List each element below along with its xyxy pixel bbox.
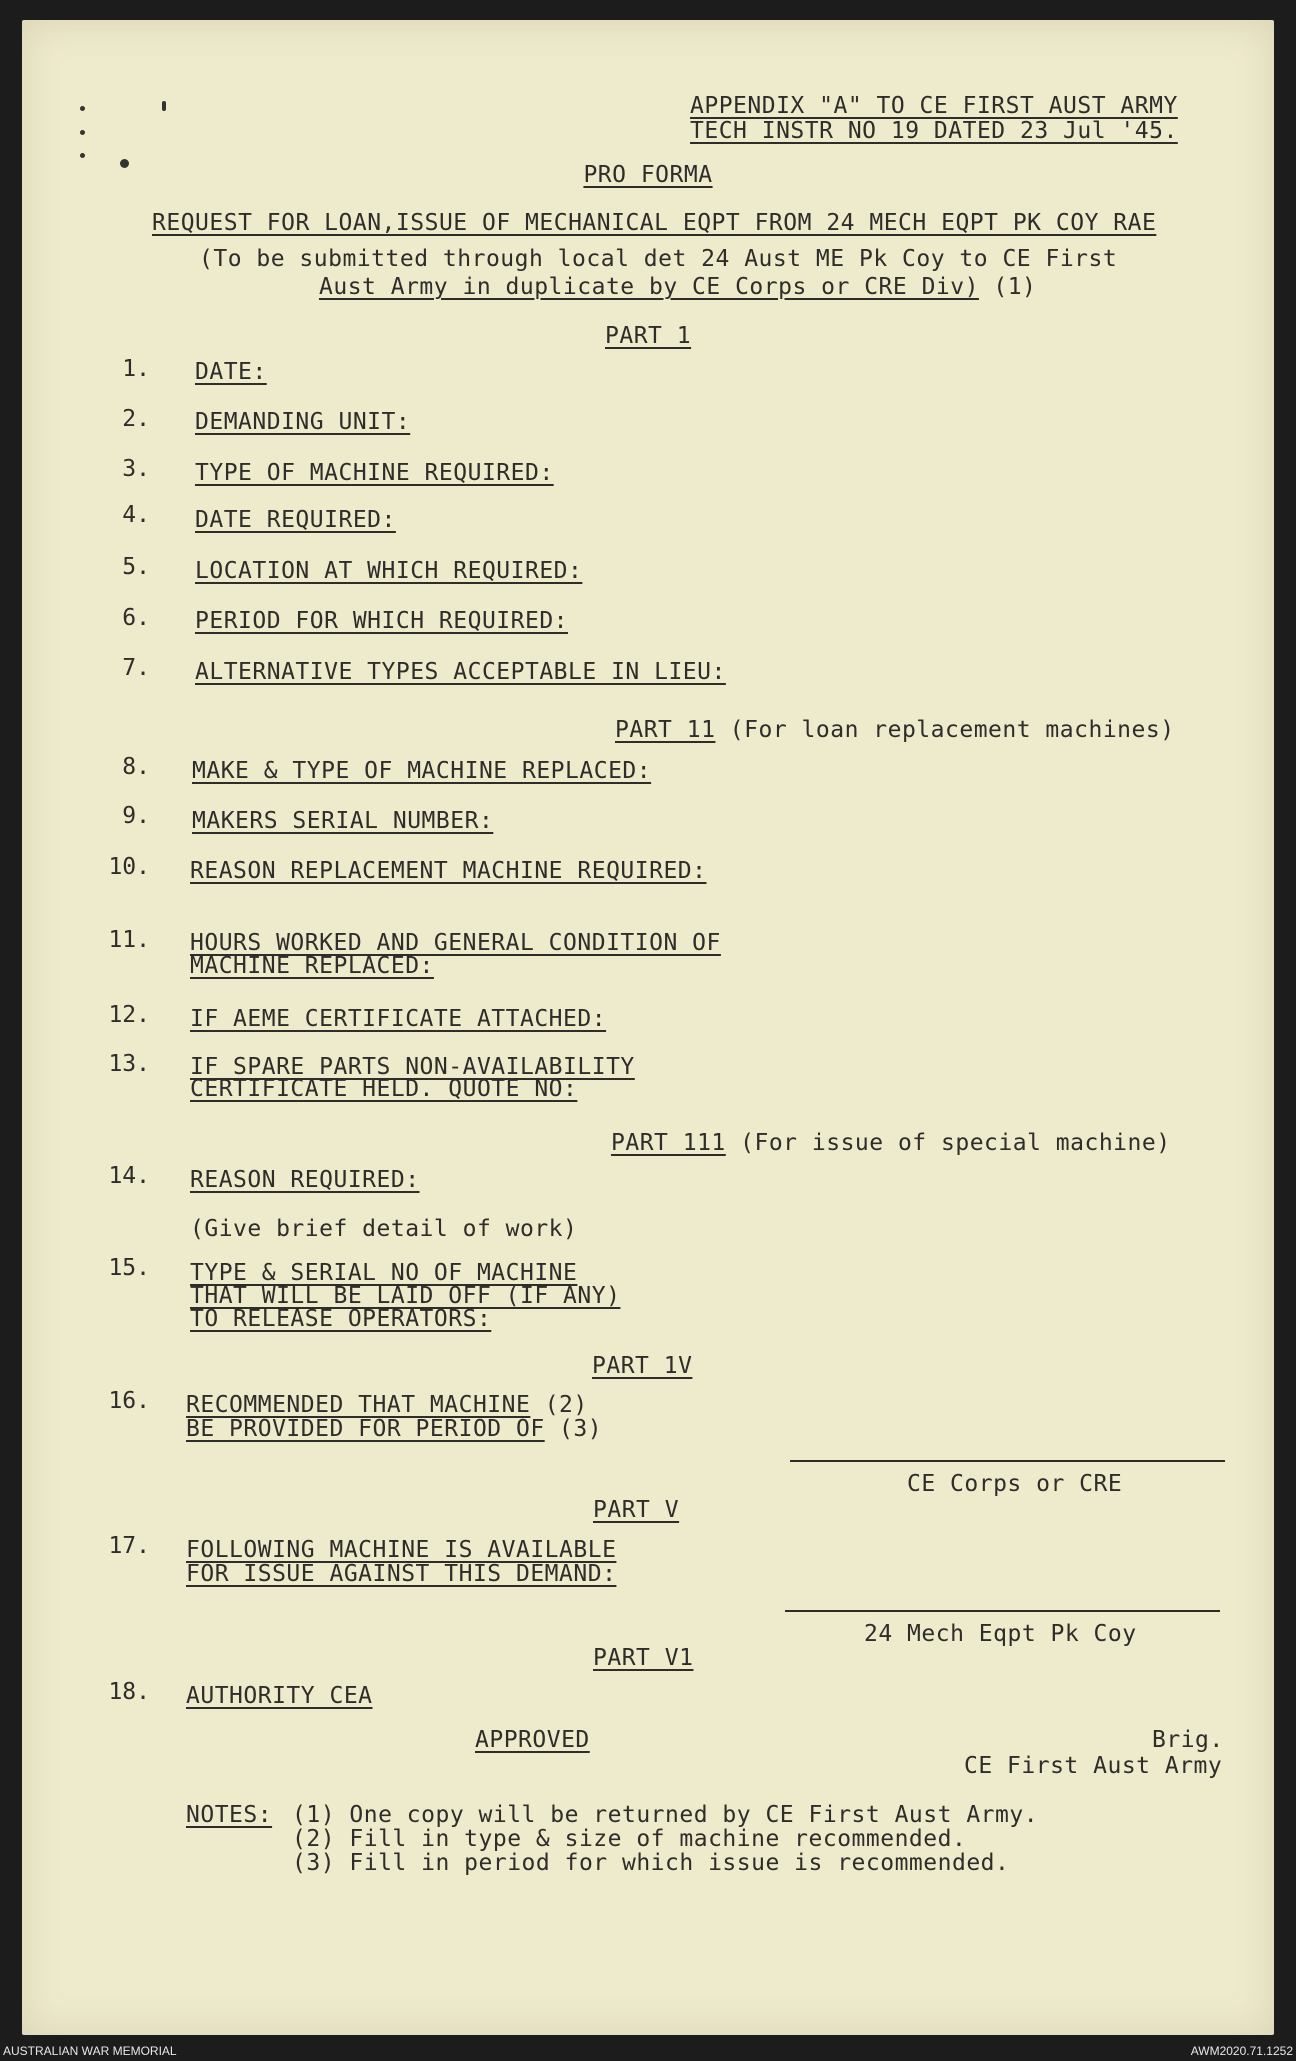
signature-label-mech-eqpt: 24 Mech Eqpt Pk Coy: [864, 1621, 1137, 1647]
item-spare-parts-line-2: CERTIFICATE HELD. QUOTE NO:: [190, 1076, 578, 1102]
item-number: 3.: [122, 456, 150, 482]
item-number: 4.: [122, 502, 150, 528]
note-2: (2) Fill in type & size of machine recommended.: [292, 1826, 967, 1852]
item-number: 7.: [122, 655, 150, 681]
approved-label: APPROVED: [475, 1727, 590, 1753]
item-number: 9.: [122, 803, 150, 829]
item-number: 1.: [122, 356, 150, 382]
item-type-of-machine: TYPE OF MACHINE REQUIRED:: [195, 460, 554, 486]
item-hours-worked-line-2: MACHINE REPLACED:: [190, 953, 434, 979]
item-recommended-line-2: [186, 1416, 602, 1442]
part-5-title: PART V: [593, 1497, 680, 1523]
appendix-line-2: TECH INSTR NO 19 DATED 23 Jul '45.: [690, 118, 1178, 144]
signature-label-ce-corps: CE Corps or CRE: [907, 1471, 1123, 1497]
item-number: 2.: [122, 406, 150, 432]
item-number: 10.: [108, 854, 150, 880]
part-3-subtitle: (For issue of special machine): [740, 1130, 1171, 1156]
note-ref: (2): [544, 1392, 588, 1418]
item-number: 16.: [108, 1388, 150, 1414]
brig-label: Brig.: [1152, 1727, 1224, 1753]
item-number: 12.: [108, 1002, 150, 1028]
item-hours-worked-line-1: HOURS WORKED AND GENERAL CONDITION OF: [190, 930, 721, 956]
item-number: 13.: [108, 1051, 150, 1077]
item-number: 5.: [122, 554, 150, 580]
item-following-machine-line-2: FOR ISSUE AGAINST THIS DEMAND:: [186, 1561, 617, 1587]
punch-mark: [80, 130, 85, 135]
submit-instruction-underlined: Aust Army in duplicate by CE Corps or CRE Div): [319, 274, 979, 300]
item-number: 8.: [122, 754, 150, 780]
item-make-type-replaced: MAKE & TYPE OF MACHINE REPLACED:: [192, 758, 652, 784]
item-makers-serial: MAKERS SERIAL NUMBER:: [192, 808, 494, 834]
item-aeme-certificate: IF AEME CERTIFICATE ATTACHED:: [190, 1006, 607, 1032]
item-recommended-line-1: [186, 1392, 588, 1418]
submit-instruction-line-1: (To be submitted through local det 24 Aust ME Pk Coy to CE First: [199, 246, 1118, 272]
signature-line: [790, 1460, 1225, 1462]
part-6-title: PART V1: [593, 1645, 694, 1671]
footer-accession-number: AWM2020.71.1252: [1190, 2044, 1293, 2058]
punch-mark: [162, 101, 166, 111]
recommended-text: RECOMMENDED THAT MACHINE: [186, 1392, 531, 1418]
item-date-required: DATE REQUIRED:: [195, 507, 396, 533]
appendix-line-1: APPENDIX "A" TO CE FIRST AUST ARMY: [690, 93, 1178, 119]
submit-instruction-line-2: [319, 274, 1036, 300]
item-type-serial-line-3: TO RELEASE OPERATORS:: [190, 1306, 492, 1332]
part-3-heading: [611, 1130, 1171, 1156]
document-page: [22, 20, 1274, 2035]
item-date: DATE:: [195, 359, 267, 385]
item-number: 11.: [108, 927, 150, 953]
note-3: (3) Fill in period for which issue is recommended.: [292, 1850, 1010, 1876]
note-1: (1) One copy will be returned by CE First Aust Army.: [292, 1802, 1039, 1828]
item-type-serial-line-2: THAT WILL BE LAID OFF (IF ANY): [190, 1283, 621, 1309]
part-4-title: PART 1V: [592, 1353, 693, 1379]
part-2-title: PART 11: [615, 717, 716, 743]
item-number: 14.: [108, 1163, 150, 1189]
item-reason-note: (Give brief detail of work): [190, 1216, 578, 1242]
punch-mark: [80, 153, 85, 158]
notes-label: NOTES:: [186, 1802, 273, 1828]
item-following-machine-line-1: FOLLOWING MACHINE IS AVAILABLE: [186, 1537, 617, 1563]
item-number: 17.: [108, 1533, 150, 1559]
item-number: 18.: [108, 1679, 150, 1705]
footer-credit: AUSTRALIAN WAR MEMORIAL: [3, 2044, 177, 2058]
item-reason-required: REASON REQUIRED:: [190, 1167, 420, 1193]
item-authority-cea: AUTHORITY CEA: [186, 1683, 373, 1709]
item-number: 15.: [108, 1255, 150, 1281]
punch-mark: [80, 106, 85, 111]
item-type-serial-line-1: TYPE & SERIAL NO OF MACHINE: [190, 1260, 578, 1286]
part-2-heading: [615, 717, 1175, 743]
note-ref: (3): [559, 1416, 603, 1442]
item-demanding-unit: DEMANDING UNIT:: [195, 409, 411, 435]
request-title: REQUEST FOR LOAN,ISSUE OF MECHANICAL EQPT FROM 24 MECH EQPT PK COY RAE: [152, 210, 1157, 236]
note-ref: (1): [993, 274, 1037, 300]
ce-first-aust-army-label: CE First Aust Army: [964, 1753, 1223, 1779]
item-number: 6.: [122, 605, 150, 631]
part-1-title: PART 1: [605, 323, 692, 349]
item-reason-replacement: REASON REPLACEMENT MACHINE REQUIRED:: [190, 858, 707, 884]
item-period: PERIOD FOR WHICH REQUIRED:: [195, 608, 569, 634]
signature-line: [785, 1610, 1220, 1612]
item-alternative-types: ALTERNATIVE TYPES ACCEPTABLE IN LIEU:: [195, 659, 726, 685]
part-3-title: PART 111: [611, 1130, 726, 1156]
pro-forma-title: PRO FORMA: [583, 162, 713, 188]
part-2-subtitle: (For loan replacement machines): [729, 717, 1175, 743]
item-spare-parts-line-1: IF SPARE PARTS NON-AVAILABILITY: [190, 1054, 635, 1080]
provided-period-text: BE PROVIDED FOR PERIOD OF: [186, 1416, 545, 1442]
item-location: LOCATION AT WHICH REQUIRED:: [195, 558, 583, 584]
